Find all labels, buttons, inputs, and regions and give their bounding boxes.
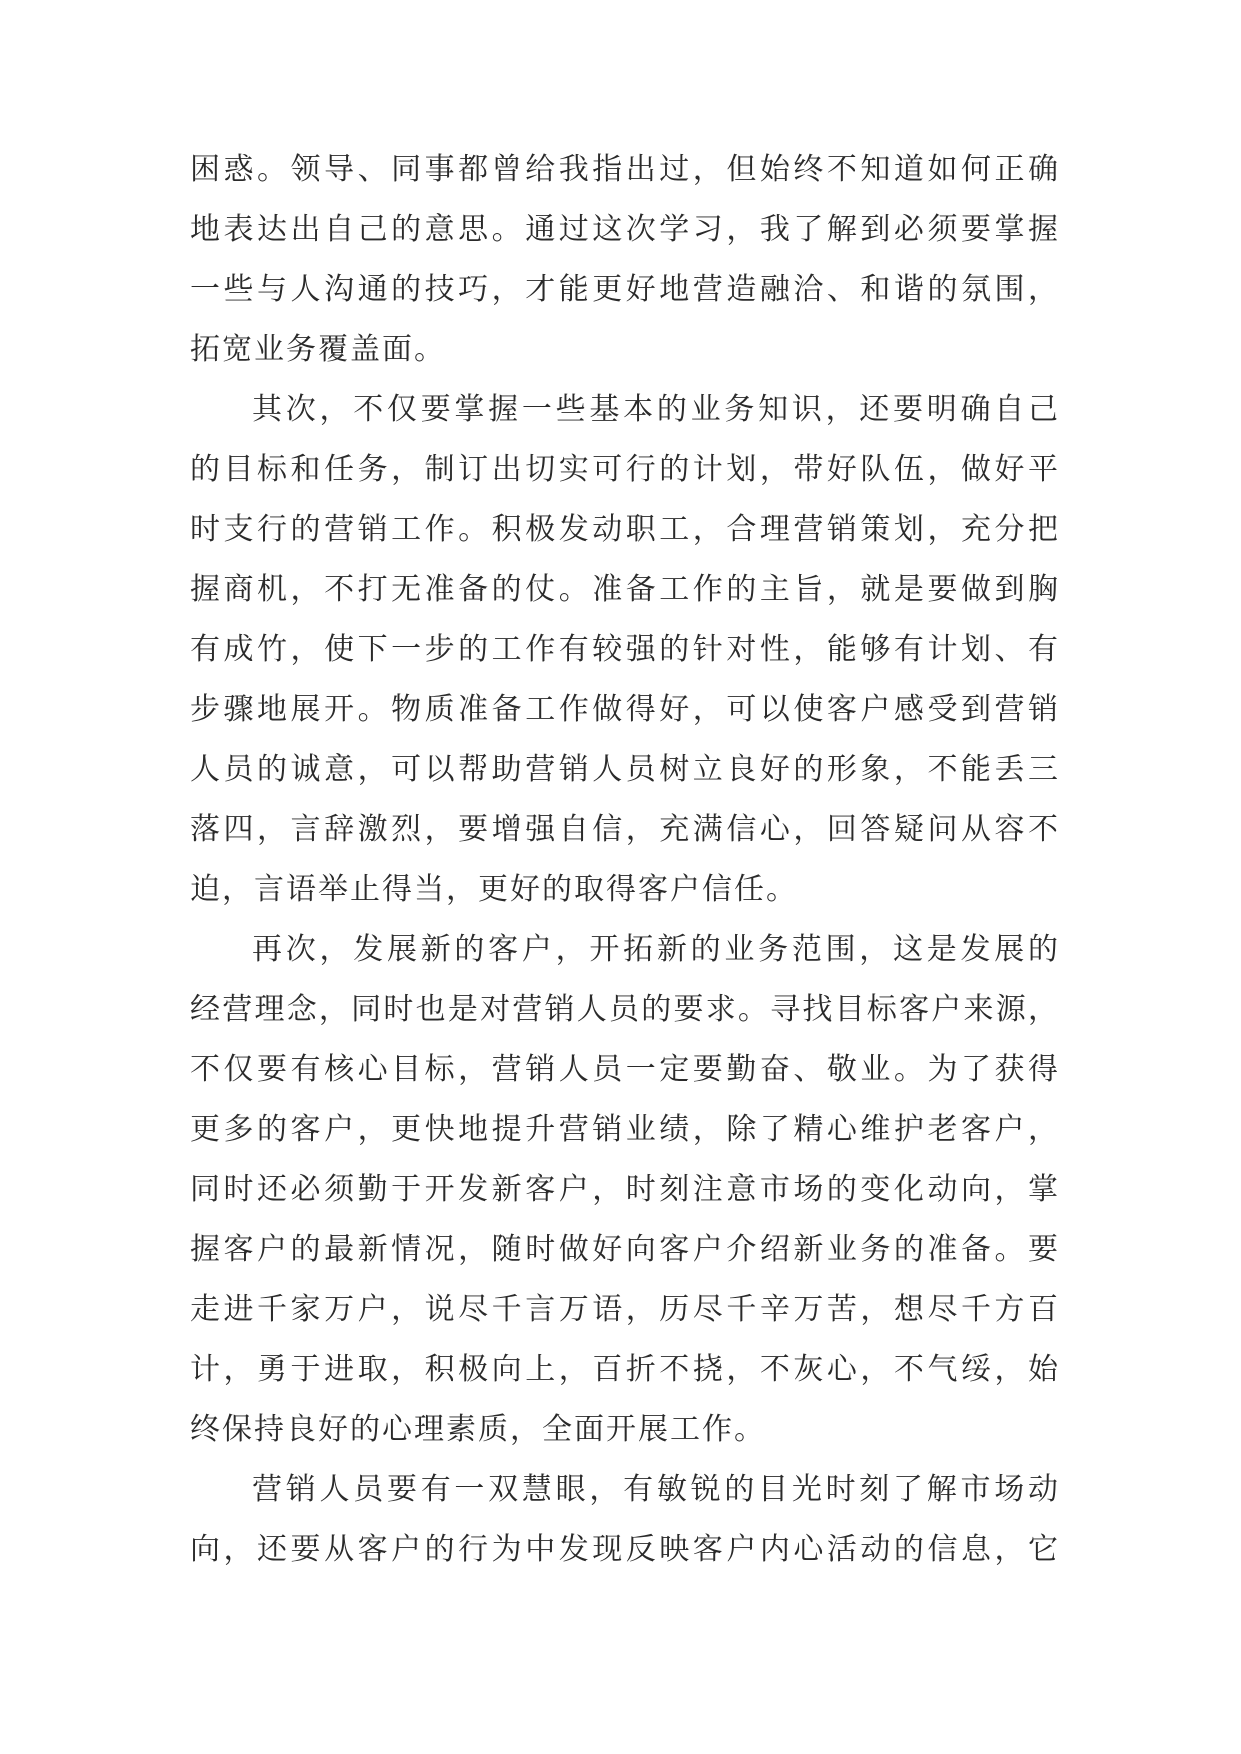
text-line: 人员的诚意，可以帮助营销人员树立良好的形象，不能丢三 (190, 752, 1060, 787)
text-line: 时支行的营销工作。积极发动职工，合理营销策划，充分把 (190, 512, 1060, 547)
paragraph-first-line: 再次，发展新的客户，开拓新的业务范围，这是发展的 (252, 932, 1060, 967)
text-line: 终保持良好的心理素质，全面开展工作。 (190, 1412, 766, 1447)
text-line: 困惑。领导、同事都曾给我指出过，但始终不知道如何正确 (190, 152, 1060, 187)
document-body (190, 140, 1060, 1580)
paragraph-first-line: 其次，不仅要掌握一些基本的业务知识，还要明确自己 (252, 392, 1060, 427)
text-line: 走进千家万户，说尽千言万语，历尽千辛万苦，想尽千方百 (190, 1292, 1060, 1327)
text-line: 经营理念，同时也是对营销人员的要求。寻找目标客户来源， (190, 992, 1060, 1027)
text-line: 更多的客户，更快地提升营销业绩，除了精心维护老客户， (190, 1112, 1060, 1147)
text-line: 落四，言辞激烈，要增强自信，充满信心，回答疑问从容不 (190, 812, 1060, 847)
text-line: 向，还要从客户的行为中发现反映客户内心活动的信息，它 (190, 1532, 1060, 1567)
text-line: 不仅要有核心目标，营销人员一定要勤奋、敬业。为了获得 (190, 1052, 1060, 1087)
paragraph-first-line: 营销人员要有一双慧眼，有敏锐的目光时刻了解市场动 (252, 1472, 1060, 1507)
text-line: 地表达出自己的意思。通过这次学习，我了解到必须要掌握 (190, 212, 1060, 247)
text-line: 握商机，不打无准备的仗。准备工作的主旨，就是要做到胸 (190, 572, 1060, 607)
text-line: 一些与人沟通的技巧，才能更好地营造融洽、和谐的氛围， (190, 272, 1060, 307)
text-line: 迫，言语举止得当，更好的取得客户信任。 (190, 872, 798, 907)
text-line: 计，勇于进取，积极向上，百折不挠，不灰心，不气绥，始 (190, 1352, 1060, 1387)
text-line: 握客户的最新情况，随时做好向客户介绍新业务的准备。要 (190, 1232, 1060, 1267)
text-line: 步骤地展开。物质准备工作做得好，可以使客户感受到营销 (190, 692, 1060, 727)
text-line: 拓宽业务覆盖面。 (190, 332, 446, 367)
text-line: 有成竹，使下一步的工作有较强的针对性，能够有计划、有 (190, 632, 1060, 667)
text-line: 同时还必须勤于开发新客户，时刻注意市场的变化动向，掌 (190, 1172, 1060, 1207)
text-line: 的目标和任务，制订出切实可行的计划，带好队伍，做好平 (190, 452, 1060, 487)
